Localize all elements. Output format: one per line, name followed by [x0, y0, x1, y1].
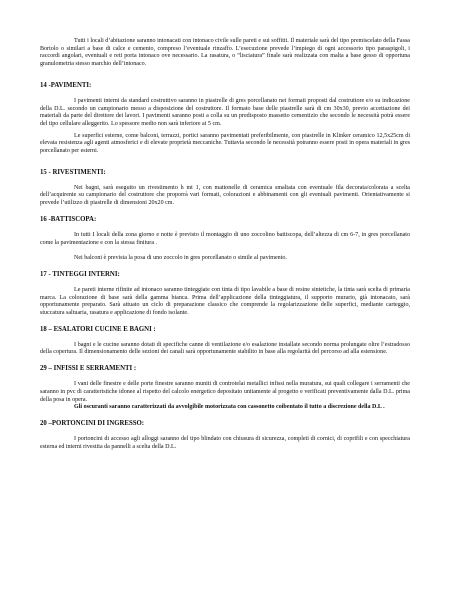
intro-paragraph: Tutti i locali d’abitazione saranno intonacati con intonaco civile sulle pareti e sui soffitti. Il materiale sarà del tipo premiscelato della Fassa Bortolo o similari a base di calce e cemento, compreso l’eventuale rinzaffo. L’esecuzione prevede l’impiego di ogni accessorio tipo paraspigoli, i raccordi angolari, eventuali e reti porta intonaco ove necessario. La rasatura, o “lisciatura” finale sarà realizzata con malta a base gesso di opportuna granulometria stesso marchio dell’intonaco. [40, 38, 410, 68]
section-title-tinteggi: 17 - TINTEGGI INTERNI: [40, 270, 120, 278]
section-title-infissi: 29 – INFISSI E SERRAMENTI : [40, 365, 137, 373]
battiscopa-paragraph-1: In tutti I locali della zona giorno e notte è previsto il montaggio di uno zoccolino battiscopa, dell’altezza di cm 6-7, in gres porcellanato come la pavimentazione e con la stessa finitura . [40, 231, 410, 246]
infissi-paragraph-2: Gli oscuranti saranno caratterizzati da avvolgibile motorizzata con cassonetto coibentato il tutto a discrezione della D.L . [74, 404, 385, 411]
section-title-battiscopa: 16 -BATTISCOPA: [40, 215, 97, 223]
battiscopa-paragraph-2: Nei balconi è prevista la posa di uno zoccolo in gres porcellanato o simile al pavimento. [74, 255, 287, 262]
section-title-rivestimenti: 15 - RIVESTIMENTI: [40, 168, 106, 176]
tinteggi-paragraph: Le pareti interne rifinite ad intonaco saranno tinteggiate con tinta di tipo lavabile a base di resine sintetiche, la tinta sarà scelta di primaria marca. La colorazione di base sarà della gamma bianca. Prima dell’applicazione della tinteggiatura, il supporto murario, già intonacato, sarà opportunamente preparato. Sarà attuato un ciclo di preparazione classico che comprende la regolarizzazione delle superfici, mediante carteggio, stuccatura saltuaria, rasatura e applicazione di fondo isolante. [40, 286, 410, 317]
infissi-paragraph-1: I vani delle finestre e delle porte finestre saranno muniti di controtelai metallici infissi nella muratura, sui quali collegare i serramenti che saranno in pvc di caratteristiche idonee al rispetto del calcolo energetico depositato unitamente al progetto e verificati preventivamente dalla D.L. prima della posa in opera. [40, 381, 410, 403]
document-page [40, 38, 410, 451]
section-title-pavimenti: 14 -PAVIMENTI: [40, 81, 92, 89]
esalatori-paragraph: I bagni e le cucine saranno dotati di specifiche canne di ventilazione e/o esalazione installate secondo norma prolungate oltre l’estradosso della copertura. Il dimensionamento delle sezioni dei canali sarà opportunamente stabilito in base alla regolarità del percorso ad alla estensione. [40, 341, 410, 356]
pavimenti-paragraph-1: I pavimenti interni da standard costruttivo saranno in piastrelle di gres porcellanato nei formati proposti dal costruttore e/o su indicazione della D.L. secondo un campionario messo a disposizione del costruttore. Il formato base delle piastrelle sarà di cm 30x30, previo accettazione dei materiali da parte del direttore dei lavori. I pavimenti saranno posti a colla su un predisposto massetto cementizio che secondo le necessità potrà essere del tipo cellulare alleggerito. Lo spessore medio non sarà inferiore ai 5 cm. [40, 97, 410, 127]
section-title-portoncini: 20 –PORTONCINI DI INGRESSO: [40, 419, 145, 427]
section-title-esalatori: 18 – ESALATORI CUCINE E BAGNI : [40, 325, 156, 333]
portoncini-paragraph: I portoncini di accesso agli alloggi saranno del tipo blindato con chiusura di sicurezza, completi di cornici, di coprifili e con specchiatura esterna ed interni rivestita da pannelli a scelta della D.L. [40, 435, 410, 450]
pavimenti-paragraph-2: Le superfici esterne, come balconi, terrazzi, portici saranno pavimentati preferibilmente, con piastrelle in Klinker ceramico 12,5x25cm di elevata resistenza agli agenti atmosferici e di elevate proprietà meccaniche. Tuttavia secondo le necessità potranno essere posti in opera materiali in gres porcellanato per esterni. [40, 132, 410, 155]
rivestimenti-paragraph: Nei bagni, sarà eseguito un rivestimento h mt 1, con mattonelle di ceramica smaltata con eventuale fila decorata/colorata a scelta dell’acquirente su campionario del costruttore che proporrà vari formati, colorazioni e abbinamenti con gli eventuali pavimenti. Orientativamente si prevede l’utilizzo di piastrelle di dimensioni 20x20 cm. [40, 184, 410, 207]
